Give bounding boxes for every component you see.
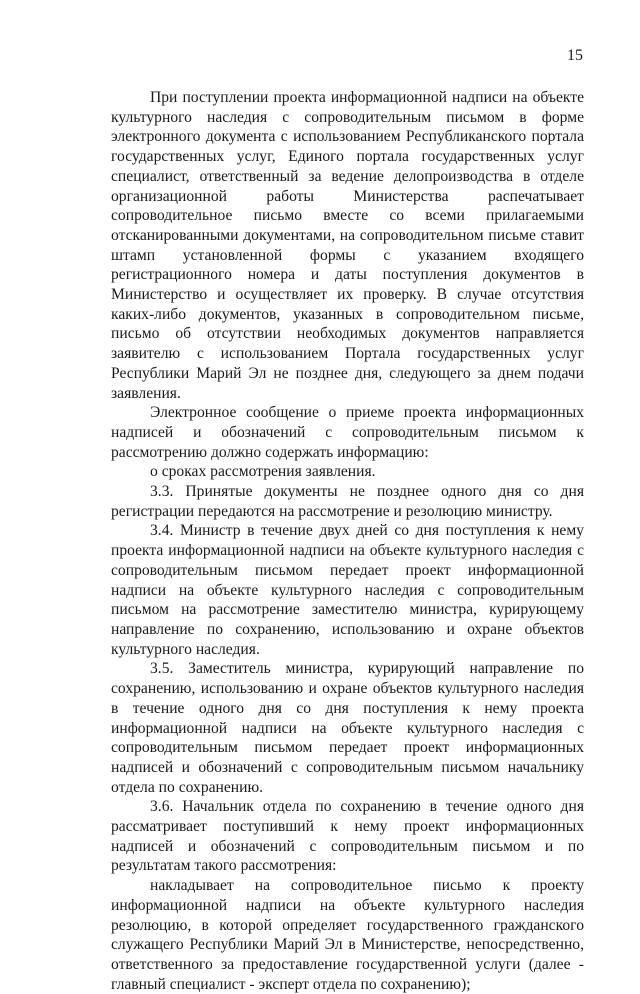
- page-number: 15: [567, 47, 583, 64]
- paragraph-intake-procedure: При поступлении проекта информационной надписи на объекте культурного наследия с сопроводительным письмом в форме электронного документа с использованием Республиканского портала государственных услуг, Единого портала государственных услуг специалист, ответственный за ведение делопроизводства в отделе организационной работы Министерства распечатывает сопроводительное письмо вместе со всеми прилагаемыми отсканированными документами, на сопроводительном письме ставит штамп установленной формы с указанием входящего регистрационного номера и даты поступления документов в Министерство и осуществляет их проверку. В случае отсутствия каких-либо документов, указанных в сопроводительном письме, письмо об отсутствии необходимых документов направляется заявителю с использованием Портала государственных услуг Республики Марий Эл не позднее дня, следующего за днем подачи заявления.: [111, 89, 584, 402]
- paragraph-3-3: 3.3. Принятые документы не позднее одного дня со дня регистрации передаются на рассмотрение и резолюцию министру.: [111, 483, 584, 520]
- paragraph-3-6: 3.6. Начальник отдела по сохранению в течение одного дня рассматривает поступивший к нему проект информационных надписей и обозначений с сопроводительным письмом и по результатам такого рассмотрения:: [111, 798, 584, 875]
- paragraph-resolution: накладывает на сопроводительное письмо к проекту информационной надписи на объекте культурного наследия резолюцию, в которой определяет государственного гражданского служащего Республики Марий Эл в Министерстве, непосредственно, ответственного за предоставление государственной услуги (далее - главный специалист - эксперт отдела по сохранению);: [111, 877, 584, 993]
- paragraph-3-5: 3.5. Заместитель министра, курирующий направление по сохранению, использованию и охране объектов культурного наследия в течение одного дня со дня поступления к нему проекта информационной надписи на объекте культурного наследия с сопроводительным письмом передает проект информационных надписей и обозначений с сопроводительным письмом начальнику отдела по сохранению.: [111, 660, 584, 796]
- paragraph-3-4: 3.4. Министр в течение двух дней со дня поступления к нему проекта информационной надписи на объекте культурного наследия с сопроводительным письмом передает проект информационной надписи на объекте культурного наследия с сопроводительным письмом на рассмотрение заместителю министра, курирующему направление по сохранению, использованию и охране объектов культурного наследия.: [111, 522, 584, 658]
- paragraph-review-terms: о сроках рассмотрения заявления.: [150, 463, 376, 481]
- paragraph-electronic-message: Электронное сообщение о приеме проекта информационных надписей и обозначений с сопроводительным письмом к рассмотрению должно содержать информацию:: [111, 404, 584, 461]
